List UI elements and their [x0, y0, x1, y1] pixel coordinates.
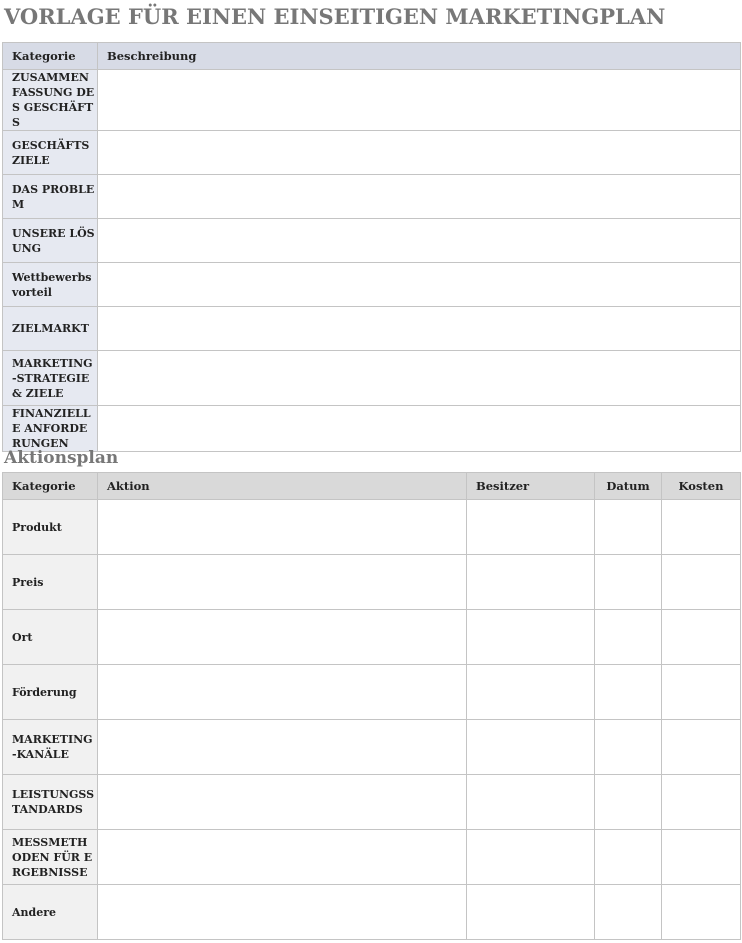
plan-header-category: Kategorie	[3, 43, 98, 70]
action-row-product	[3, 500, 741, 555]
action-row-measurement-methods	[3, 830, 741, 885]
plan-row-label: MARKETING-STRATEGIE & ZIELE	[3, 351, 98, 406]
plan-row-description-cell[interactable]	[98, 219, 741, 263]
plan-row-label: ZUSAMMENFASSUNG DES GESCHÄFTS	[3, 70, 98, 131]
date-cell[interactable]	[595, 885, 662, 940]
action-header-cost: Kosten	[662, 473, 741, 500]
action-row-marketing-channels	[3, 720, 741, 775]
action-row-other	[3, 885, 741, 940]
date-cell[interactable]	[595, 720, 662, 775]
owner-cell[interactable]	[467, 610, 595, 665]
cost-cell[interactable]	[662, 720, 741, 775]
date-cell[interactable]	[595, 775, 662, 830]
action-row-label: LEISTUNGSSTANDARDS	[3, 775, 98, 830]
action-plan-table	[2, 472, 741, 940]
plan-row-label: Wettbewerbsvorteil	[3, 263, 98, 307]
cost-cell[interactable]	[662, 830, 741, 885]
page-title: VORLAGE FÜR EINEN EINSEITIGEN MARKETINGPLAN	[4, 4, 666, 29]
cost-cell[interactable]	[662, 610, 741, 665]
owner-cell[interactable]	[467, 665, 595, 720]
owner-cell[interactable]	[467, 775, 595, 830]
action-row-label: Produkt	[3, 500, 98, 555]
action-header-category: Kategorie	[3, 473, 98, 500]
date-cell[interactable]	[595, 610, 662, 665]
plan-row-label: DAS PROBLEM	[3, 175, 98, 219]
action-row-label: Förderung	[3, 665, 98, 720]
action-plan-title: Aktionsplan	[4, 448, 119, 468]
plan-header-row	[3, 43, 741, 70]
plan-row-target-market	[3, 307, 741, 351]
action-row-label: Andere	[3, 885, 98, 940]
plan-row-financial-requirements	[3, 406, 741, 452]
action-cell[interactable]	[98, 610, 467, 665]
plan-row-label: ZIELMARKT	[3, 307, 98, 351]
action-row-performance-standards	[3, 775, 741, 830]
cost-cell[interactable]	[662, 775, 741, 830]
plan-row-business-goals	[3, 131, 741, 175]
action-cell[interactable]	[98, 720, 467, 775]
plan-row-label: UNSERE LÖSUNG	[3, 219, 98, 263]
action-header-action: Aktion	[98, 473, 467, 500]
action-row-label: MARKETING-KANÄLE	[3, 720, 98, 775]
action-cell[interactable]	[98, 885, 467, 940]
plan-row-business-summary	[3, 70, 741, 131]
date-cell[interactable]	[595, 555, 662, 610]
owner-cell[interactable]	[467, 720, 595, 775]
cost-cell[interactable]	[662, 885, 741, 940]
plan-row-description-cell[interactable]	[98, 131, 741, 175]
action-header-owner: Besitzer	[467, 473, 595, 500]
action-cell[interactable]	[98, 775, 467, 830]
marketing-plan-table	[2, 42, 741, 452]
plan-row-solution	[3, 219, 741, 263]
action-cell[interactable]	[98, 500, 467, 555]
plan-row-description-cell[interactable]	[98, 263, 741, 307]
action-cell[interactable]	[98, 555, 467, 610]
plan-row-description-cell[interactable]	[98, 406, 741, 452]
action-row-place	[3, 610, 741, 665]
action-header-row	[3, 473, 741, 500]
cost-cell[interactable]	[662, 500, 741, 555]
plan-row-label: GESCHÄFTSZIELE	[3, 131, 98, 175]
plan-row-competitive-advantage	[3, 263, 741, 307]
cost-cell[interactable]	[662, 665, 741, 720]
plan-row-description-cell[interactable]	[98, 307, 741, 351]
date-cell[interactable]	[595, 665, 662, 720]
owner-cell[interactable]	[467, 830, 595, 885]
action-cell[interactable]	[98, 665, 467, 720]
plan-row-problem	[3, 175, 741, 219]
action-row-label: Ort	[3, 610, 98, 665]
owner-cell[interactable]	[467, 500, 595, 555]
action-row-label: MESSMETHODEN FÜR ERGEBNISSE	[3, 830, 98, 885]
plan-row-label: FINANZIELLE ANFORDERUNGEN	[3, 406, 98, 452]
plan-row-description-cell[interactable]	[98, 351, 741, 406]
action-header-date: Datum	[595, 473, 662, 500]
action-row-label: Preis	[3, 555, 98, 610]
cost-cell[interactable]	[662, 555, 741, 610]
owner-cell[interactable]	[467, 885, 595, 940]
plan-row-description-cell[interactable]	[98, 175, 741, 219]
plan-row-marketing-strategy	[3, 351, 741, 406]
plan-row-description-cell[interactable]	[98, 70, 741, 131]
action-row-price	[3, 555, 741, 610]
action-row-promotion	[3, 665, 741, 720]
plan-header-description: Beschreibung	[98, 43, 741, 70]
date-cell[interactable]	[595, 500, 662, 555]
owner-cell[interactable]	[467, 555, 595, 610]
date-cell[interactable]	[595, 830, 662, 885]
action-cell[interactable]	[98, 830, 467, 885]
